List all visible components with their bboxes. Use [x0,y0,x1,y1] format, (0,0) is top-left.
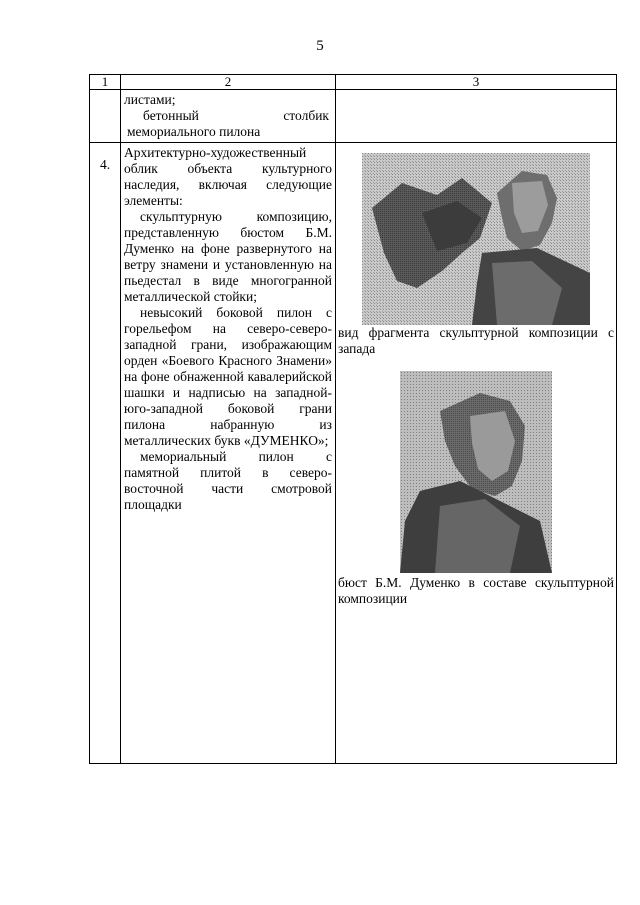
heritage-elements-table [89,74,617,764]
cell-description [121,143,336,764]
continued-line-1: листами; [124,92,176,107]
column-header-1: 1 [90,75,121,90]
column-header-2: 2 [121,75,336,90]
table-header-row [90,75,617,90]
table-row-4 [90,143,617,764]
description-paragraph-3: невысокий боковой пилон с горельефом на северо-северо-западной грани, изображающим орден «Боевого Красного Знамени» на фоне обнаженной кавалерийской шашки и надписью на западной-юго-западной боковой грани пилона набранную из металлических букв «ДУМЕНКО»; [124,305,332,448]
row-number: 4. [90,143,121,764]
description-paragraph-2: скульптурную композицию, представленную бюстом Б.М. Думенко на фоне развернутого на ветру знамени и установленную на пьедестал в виде многогранной металлической стойки; [124,209,332,304]
dumenko-bust-photo [400,371,552,573]
photo-1-caption: вид фрагмента скульптурной композиции с запада [338,325,614,356]
photo-2-caption: бюст Б.М. Думенко в составе скульптурной композиции [338,575,614,606]
cell-photos [336,143,617,764]
cell-description-continued [121,90,336,143]
continued-line-2: бетонный столбик мемориального пилона [127,108,329,139]
cell-number-empty [90,90,121,143]
column-header-3: 3 [336,75,617,90]
page-number: 5 [316,38,324,54]
description-paragraph-1: Архитектурно-художественный облик объекта культурного наследия, включая следующие элементы: [124,145,332,208]
cell-photo-empty [336,90,617,143]
table-row-continued [90,90,617,143]
sculpture-west-view-photo [362,153,590,325]
description-paragraph-4: мемориальный пилон с памятной плитой в северо-восточной части смотровой площадки [124,449,332,512]
